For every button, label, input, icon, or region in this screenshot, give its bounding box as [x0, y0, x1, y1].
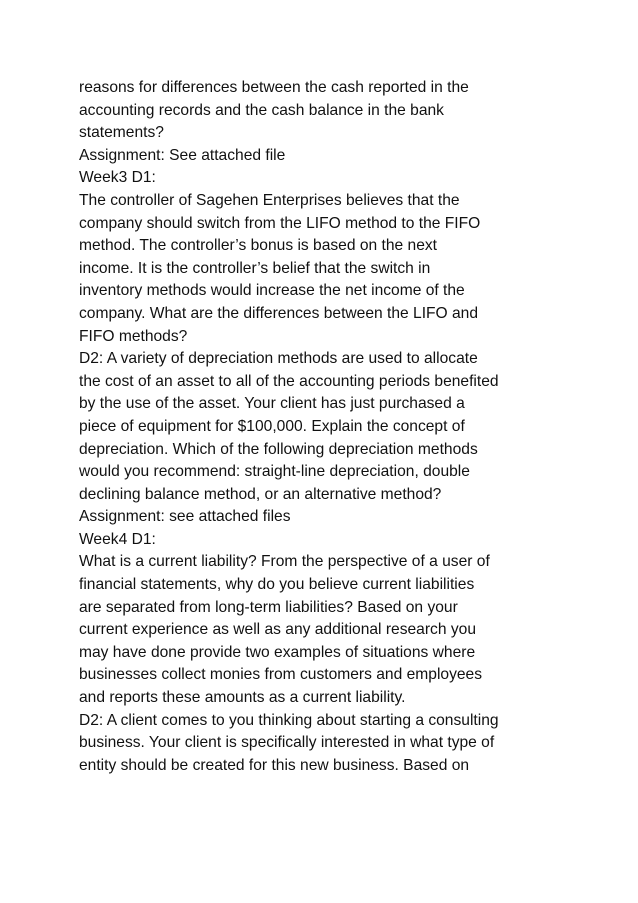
text-line: and reports these amounts as a current liability. [79, 689, 406, 707]
assignment-line: Assignment: see attached files [79, 508, 291, 526]
discussion-line: D2: A variety of depreciation methods are used to allocate [79, 350, 478, 368]
text-line: The controller of Sagehen Enterprises believes that the [79, 191, 460, 209]
text-line: may have done provide two examples of situations where [79, 643, 476, 661]
text-line: inventory methods would increase the net income of the [79, 282, 465, 300]
text-line: would you recommend: straight-line depreciation, double [79, 463, 470, 481]
text-line: accounting records and the cash balance in the bank [79, 101, 444, 119]
text-line: businesses collect monies from customers and employees [79, 666, 483, 684]
week-heading: Week4 D1: [79, 530, 156, 548]
week-heading: Week3 D1: [79, 169, 156, 187]
text-line: company should switch from the LIFO method to the FIFO [79, 214, 481, 232]
text-line: entity should be created for this new business. Based on [79, 756, 470, 774]
text-line: the cost of an asset to all of the accounting periods benefited [79, 372, 499, 390]
text-line: company. What are the differences between the LIFO and [79, 304, 479, 322]
assignment-line: Assignment: See attached file [79, 146, 286, 164]
text-line: piece of equipment for $100,000. Explain the concept of [79, 417, 465, 435]
text-line: What is a current liability? From the perspective of a user of [79, 553, 490, 571]
text-line: income. It is the controller’s belief that the switch in [79, 259, 431, 277]
document-body [79, 77, 569, 777]
text-line: are separated from long-term liabilities? Based on your [79, 598, 458, 616]
discussion-line: D2: A client comes to you thinking about starting a consulting [79, 711, 499, 729]
text-line: business. Your client is specifically interested in what type of [79, 734, 495, 752]
text-line: current experience as well as any additional research you [79, 621, 476, 639]
text-line: financial statements, why do you believe current liabilities [79, 576, 475, 594]
text-line: reasons for differences between the cash reported in the [79, 79, 469, 96]
text-line: declining balance method, or an alternative method? [79, 485, 442, 503]
text-line: method. The controller’s bonus is based on the next [79, 237, 438, 255]
text-line: depreciation. Which of the following depreciation methods [79, 440, 478, 458]
text-line: by the use of the asset. Your client has just purchased a [79, 395, 465, 413]
text-line: FIFO methods? [79, 327, 188, 345]
text-line: statements? [79, 124, 164, 142]
